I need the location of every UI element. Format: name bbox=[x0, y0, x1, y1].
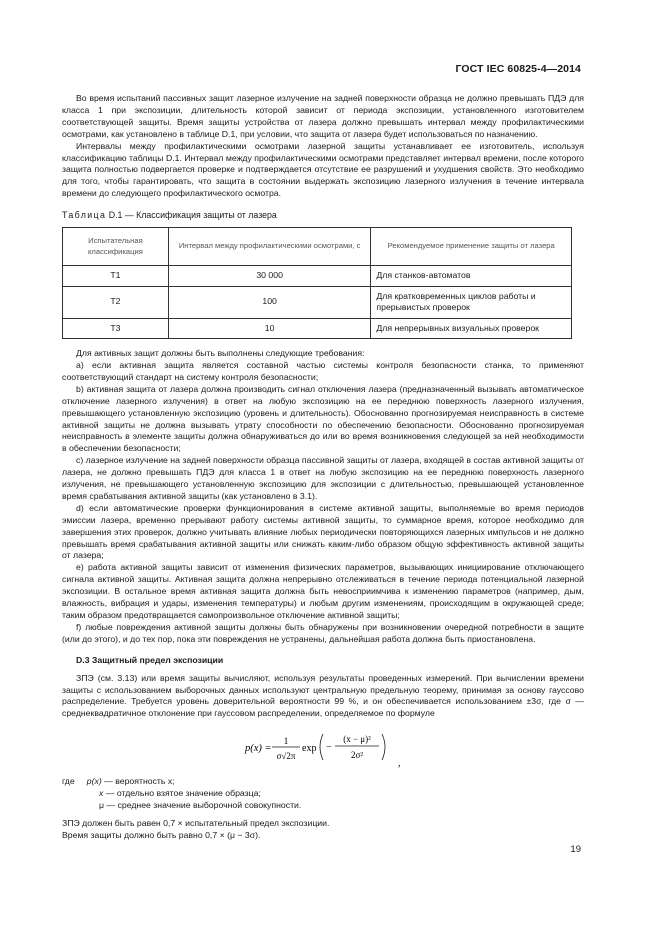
definition-row bbox=[62, 776, 584, 788]
requirement-c: c) лазерное излучение на задней поверхности образца пассивной защиты от лазера, входящей в состав активной защиты от лазера, не должно превышать ПДЭ для класса 1 в ответ на любую экспозицию на ее переднюю поверхность лазерного излучения, не превышающего установленную экспозицию для экспозиции с длительностью, превышающей установленное время срабатывания активной защиты (как установлено в 3.1). bbox=[62, 455, 584, 501]
formula-exp-den: 2σ² bbox=[350, 750, 364, 761]
definition-term: p(x) bbox=[86, 776, 102, 787]
formula-definitions bbox=[62, 776, 584, 812]
table-row bbox=[63, 318, 572, 339]
requirement-a: a) если активная защита является составной частью системы контроля безопасности станка, то применяют соответствующий стандарт на систему контроля безопасности; bbox=[62, 359, 584, 382]
table-header-row bbox=[63, 228, 572, 266]
cell-application: Для непрерывных визуальных проверок bbox=[371, 318, 572, 339]
cell-application: Для кратковременных циклов работы и прерывистых проверок bbox=[371, 286, 572, 318]
requirement-e: e) работа активной защиты зависит от изменения физических параметров, вызывающих инициирование отключающего сигнала активной защиты. Активная защита должна непрерывно отслеживаться в течение периода потенциальной лазерной экспозиции. В остальное время активная защита должна быть невосприимчива к изменению параметров (например, дым, влажность, вибрация и удары, изменения температуры) и любым другим изменениям, происходящим в окружающей среде; таким образом предотвращается самопроизвольное отключение активной защиты; bbox=[62, 562, 584, 620]
gaussian-formula bbox=[62, 724, 584, 770]
table-caption-word: Таблица bbox=[62, 210, 107, 221]
requirement-b: b) активная защита от лазера должна производить сигнал отключения лазера (предназначенный вызывать автоматическое отключение лазерного излучения) в ответ на любую экспозицию на ее переднюю поверхность лазерного излучения, превышающего установленную экспозицию (уровень и длительность). Обоснованно прогнозируемая неисправность в системе активной защиты не должна вызывать утрату способности по обеспечению безопасности. Обоснованно прогнозируемая неисправность в элементе защиты должна обнаруживаться до или во время возникновения следующей за ней необходимости в обеспечении безопасности; bbox=[62, 383, 584, 454]
table-caption-text: D.1 — Классификация защиты от лазера bbox=[108, 210, 277, 221]
section-paragraph: ЗПЭ (см. 3.13) или время защиты вычисляют, используя результаты проведенных измерений. При вычислении времени защиты с использованием выборочных данных используют центральную предельную теорему, принимая за основу гауссово распределение. Требуется уровень доверительной вероятности 99 %, и он обеспечивается использованием ±3σ, где σ — среднеквадратичное отклонение при гауссовом распределении, определяемое по формуле bbox=[62, 672, 584, 719]
cell-interval: 30 000 bbox=[168, 266, 371, 287]
formula-exp: exp bbox=[302, 743, 317, 755]
definition-row bbox=[62, 788, 584, 800]
formula-right-paren bbox=[382, 734, 385, 760]
page-content bbox=[62, 93, 584, 842]
cell-class: T2 bbox=[63, 286, 169, 318]
table-row bbox=[63, 286, 572, 318]
definition-lead: где bbox=[62, 776, 75, 787]
formula-left-paren bbox=[320, 734, 323, 760]
table-row bbox=[63, 266, 572, 287]
formula-trailing-comma: , bbox=[398, 758, 401, 770]
standard-header: ГОСТ IEC 60825-4—2014 bbox=[455, 63, 581, 75]
intro-paragraph-1: Во время испытаний пассивных защит лазерное излучение на задней поверхности образца не должно превышать ПДЭ для класса 1 при экспозиции, длительность которой зависит от периода экспозиции, установленного изготовителем соответствующей защиты. Время защиты устройства от лазера должно превышать интервал между профилактическими осмотрами, как установлено в таблице D.1, при условии, что защита от лазера будет использоваться по назначению. bbox=[62, 93, 584, 139]
cell-application: Для станков-автоматов bbox=[371, 266, 572, 287]
closing-line-1: ЗПЭ должен быть равен 0,7 × испытательный предел экспозиции. bbox=[62, 817, 330, 828]
cell-interval: 10 bbox=[168, 318, 371, 339]
header-application: Рекомендуемое применение защиты от лазера bbox=[371, 228, 572, 266]
formula-minus: − bbox=[326, 742, 332, 754]
closing-line-2: Время защиты должно быть равно 0,7 × (μ − 3σ). bbox=[62, 829, 261, 840]
section-heading: D.3 Защитный предел экспозиции bbox=[76, 654, 224, 665]
formula-frac-den: σ√2π bbox=[276, 751, 296, 762]
header-classification: Испытательная классификация bbox=[63, 228, 169, 266]
formula-graphic bbox=[62, 724, 584, 770]
cell-class: T3 bbox=[63, 318, 169, 339]
header-interval: Интервал между профилактическими осмотрами, с bbox=[168, 228, 371, 266]
definition-term: μ bbox=[99, 800, 105, 811]
definition-text: — вероятность x; bbox=[101, 776, 175, 787]
intro-paragraph-2: Интервалы между профилактическими осмотрами лазерной защиты устанавливает ее изготовитель, используя классификацию таблицы D.1. Интервал между профилактическими осмотрами представляет интервал времени, после которого защита полностью подвергается проверке и подтверждается отсутствие ее разрушений и ухудшения свойств. Это необходимо для того, чтобы гарантировать, что защита в состоянии выдержать экспозицию лазерного излучения в течение интервала времени до следующего профилактического осмотра. bbox=[62, 140, 584, 199]
definition-term: x bbox=[99, 788, 104, 799]
table-caption bbox=[62, 210, 584, 222]
requirement-f: f) любые повреждения активной защиты должны быть обнаружены при возникновении очередной потребности в защите (или до этого), и до тех пор, пока эти повреждения не устранены, дальнейшая работа должна быть приостановлена. bbox=[62, 621, 584, 644]
page-number: 19 bbox=[570, 844, 581, 855]
definition-text: — среднее значение выборочной совокупности. bbox=[104, 800, 302, 811]
cell-interval: 100 bbox=[168, 286, 371, 318]
requirement-d: d) если автоматические проверки функционирования в системе активной защиты, выполняемые во время периодов эмиссии лазера, временно прерывают работу системы активной защиты, то суммарное время, которое необходимо для завершения этих проверок, должно учитывать влияние любых периодически повторяющихся лазерных импульсов и не должно превышать время срабатывания активной защиты или снижать каким-либо образом общую эффективность активной защиты от лазера; bbox=[62, 502, 584, 561]
formula-frac-num: 1 bbox=[283, 737, 289, 748]
formula-exp-num: (x − μ)² bbox=[343, 734, 371, 745]
active-requirements-intro: Для активных защит должны быть выполнены следующие требования: bbox=[76, 348, 365, 359]
cell-class: T1 bbox=[63, 266, 169, 287]
formula-lhs: p(x) = bbox=[245, 743, 272, 755]
classification-table bbox=[62, 227, 572, 339]
definition-text: — отдельно взятое значение образца; bbox=[103, 788, 261, 799]
definition-row bbox=[62, 800, 584, 812]
